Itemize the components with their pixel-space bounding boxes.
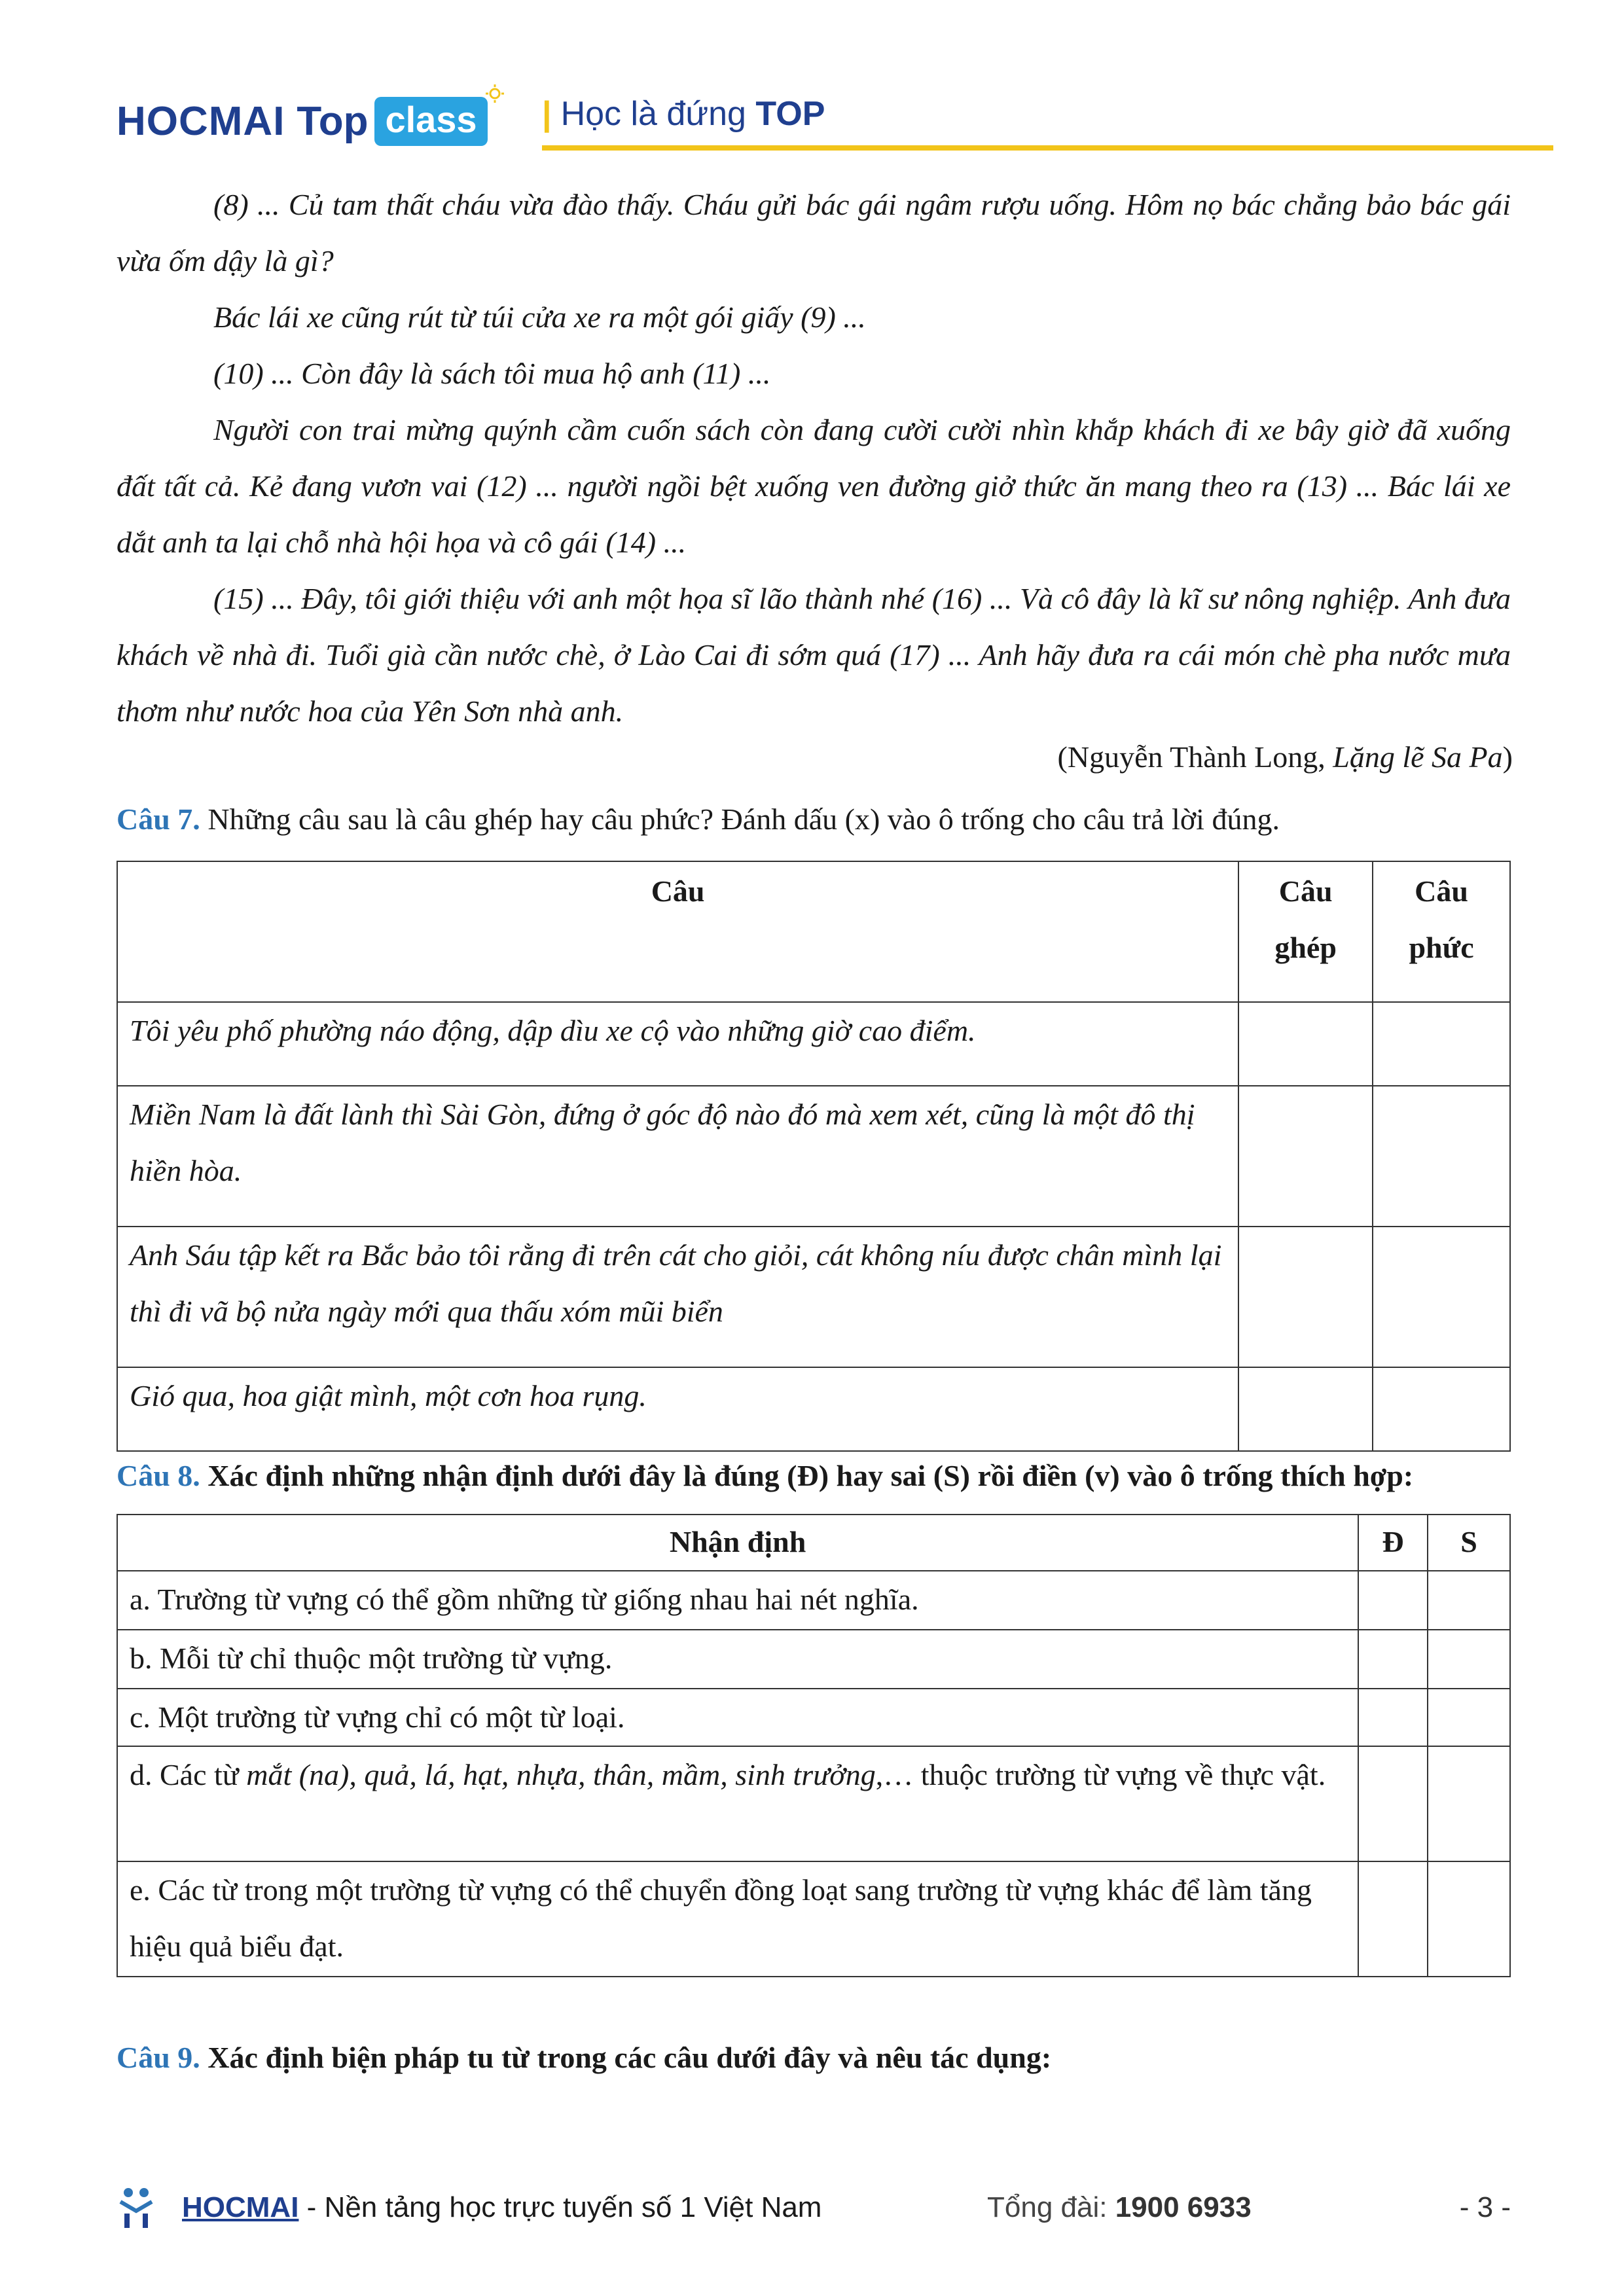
hotline-label: Tổng đài: xyxy=(987,2191,1115,2223)
header-complex xyxy=(1373,861,1510,1002)
header-underline xyxy=(542,145,1553,151)
header-statement: Nhận định xyxy=(117,1515,1358,1571)
compound-answer-cell[interactable] xyxy=(1238,1086,1373,1227)
header-compound-line1: Câu xyxy=(1278,874,1333,908)
question-8 xyxy=(117,1458,1413,1493)
footer-hotline xyxy=(987,2191,1252,2224)
page-header xyxy=(117,65,1557,157)
credit-close: ) xyxy=(1502,740,1513,774)
complex-answer-cell[interactable] xyxy=(1373,1227,1510,1367)
tagline-divider: | xyxy=(542,95,552,133)
true-answer-cell[interactable] xyxy=(1358,1746,1428,1861)
header-false: S xyxy=(1428,1515,1510,1571)
false-answer-cell[interactable] xyxy=(1428,1746,1510,1861)
statement-cell: b. Mỗi từ chỉ thuộc một trường từ vựng. xyxy=(117,1630,1358,1689)
passage-credit xyxy=(1058,740,1513,774)
hocmai-mark-icon xyxy=(117,2186,156,2232)
table-row xyxy=(117,1571,1510,1630)
hotline-number: 1900 6933 xyxy=(1115,2191,1252,2223)
page-number: - 3 - xyxy=(1459,2191,1511,2223)
table-row xyxy=(117,1746,1510,1861)
reading-passage xyxy=(117,177,1511,740)
compound-answer-cell[interactable] xyxy=(1238,1227,1373,1367)
credit-author: (Nguyễn Thành Long, xyxy=(1057,740,1333,774)
question-9 xyxy=(117,2040,1051,2075)
question-number: Câu 8. xyxy=(117,1459,200,1492)
header-true: Đ xyxy=(1358,1515,1428,1571)
sentence-cell: Tôi yêu phố phường náo động, dập dìu xe cộ vào những giờ cao điểm. xyxy=(117,1002,1238,1086)
false-answer-cell[interactable] xyxy=(1428,1689,1510,1746)
false-answer-cell[interactable] xyxy=(1428,1630,1510,1689)
footer-brand xyxy=(182,2191,821,2224)
table-row xyxy=(117,1086,1510,1227)
complex-answer-cell[interactable] xyxy=(1373,1002,1510,1086)
passage-paragraph: (15) ... Đây, tôi giới thiệu với anh một họa sĩ lão thành nhé (16) ... Và cô đây là kĩ sư nông nghiệp. Anh đưa khách về nhà đi. Tuổi già cần nước chè, ở Lào Cai đi sớm quá (17) ... Anh hãy đưa ra cái món chè pha nước mưa thơm như nước hoa của Yên Sơn nhà anh. xyxy=(117,582,1511,728)
statement-cell xyxy=(117,1746,1358,1861)
complex-answer-cell[interactable] xyxy=(1373,1086,1510,1227)
true-answer-cell[interactable] xyxy=(1358,1689,1428,1746)
table-row xyxy=(117,1227,1510,1367)
statement-cell: a. Trường từ vựng có thể gồm những từ giống nhau hai nét nghĩa. xyxy=(117,1571,1358,1630)
compound-answer-cell[interactable] xyxy=(1238,1002,1373,1086)
question-text: Xác định những nhận định dưới đây là đúng (Đ) hay sai (S) rồi điền (v) vào ô trống thích hợp: xyxy=(200,1459,1414,1492)
q7-table xyxy=(117,861,1511,1452)
statement-cell: e. Các từ trong một trường từ vựng có thể chuyển đồng loạt sang trường từ vựng khác để làm tăng hiệu quả biểu đạt. xyxy=(117,1861,1358,1977)
sun-icon xyxy=(485,84,505,103)
sentence-cell: Anh Sáu tập kết ra Bắc bảo tôi rằng đi trên cát cho giỏi, cát không níu được chân mình lại thì đi vã bộ nửa ngày mới qua thấu xóm mũi biển xyxy=(117,1227,1238,1367)
compound-answer-cell[interactable] xyxy=(1238,1367,1373,1451)
tagline-prefix: Học là đứng xyxy=(560,95,756,133)
logo-top-text: Top xyxy=(297,98,369,144)
statement-d-prefix: d. Các từ xyxy=(130,1758,247,1791)
true-answer-cell[interactable] xyxy=(1358,1571,1428,1630)
passage-paragraph: Người con trai mừng quýnh cầm cuốn sách còn đang cười cười nhìn khắp khách đi xe bây giờ đã xuống đất tất cả. Kẻ đang vươn vai (12) ... người ngồi bệt xuống ven đường giở thức ăn mang theo ra (13) ... Bác lái xe dắt anh ta lại chỗ nhà hội họa và cô gái (14) ... xyxy=(117,413,1511,559)
table-header-row xyxy=(117,1515,1510,1571)
table-row xyxy=(117,1367,1510,1451)
question-number: Câu 7. xyxy=(117,802,200,836)
question-text: Xác định biện pháp tu từ trong các câu dưới đây và nêu tác dụng: xyxy=(200,2041,1052,2074)
header-complex-line1: Câu xyxy=(1415,874,1468,908)
table-row xyxy=(117,1630,1510,1689)
table-row xyxy=(117,1689,1510,1746)
footer-brand-link[interactable]: HOCMAI xyxy=(182,2191,299,2223)
complex-answer-cell[interactable] xyxy=(1373,1367,1510,1451)
passage-paragraph: (8) ... Củ tam thất cháu vừa đào thấy. Cháu gửi bác gái ngâm rượu uống. Hôm nọ bác chẳng bảo bác gái vừa ốm dậy là gì? xyxy=(117,188,1511,278)
header-compound xyxy=(1238,861,1373,1002)
true-answer-cell[interactable] xyxy=(1358,1861,1428,1977)
statement-d-suffix: ,… thuộc trường từ vựng về thực vật. xyxy=(875,1758,1326,1791)
logo-class-badge xyxy=(374,97,487,146)
sentence-cell: Miền Nam là đất lành thì Sài Gòn, đứng ở góc độ nào đó mà xem xét, cũng là một đô thị hiền hòa. xyxy=(117,1086,1238,1227)
question-7 xyxy=(117,802,1280,836)
false-answer-cell[interactable] xyxy=(1428,1861,1510,1977)
table-header-row xyxy=(117,861,1510,1002)
table-row xyxy=(117,1861,1510,1977)
true-answer-cell[interactable] xyxy=(1358,1630,1428,1689)
header-tagline xyxy=(542,94,825,134)
table-row xyxy=(117,1002,1510,1086)
q8-table xyxy=(117,1514,1511,1977)
tagline-bold: TOP xyxy=(755,95,825,133)
header-complex-line2: phức xyxy=(1409,931,1474,964)
footer-slogan: - Nền tảng học trực tuyến số 1 Việt Nam xyxy=(298,2191,822,2223)
hocmai-topclass-logo xyxy=(117,92,488,151)
header-compound-line2: ghép xyxy=(1274,931,1337,964)
page-footer xyxy=(117,2186,1511,2238)
passage-paragraph: Bác lái xe cũng rút từ túi cửa xe ra một gói giấy (9) ... xyxy=(213,300,866,334)
passage-paragraph: (10) ... Còn đây là sách tôi mua hộ anh (11) ... xyxy=(213,357,771,390)
question-text: Những câu sau là câu ghép hay câu phức? Đánh dấu (x) vào ô trống cho câu trả lời đúng. xyxy=(200,802,1280,836)
sentence-cell: Gió qua, hoa giật mình, một cơn hoa rụng. xyxy=(117,1367,1238,1451)
false-answer-cell[interactable] xyxy=(1428,1571,1510,1630)
statement-d-words: mắt (na), quả, lá, hạt, nhựa, thân, mầm, sinh trưởng xyxy=(246,1758,876,1791)
credit-title: Lặng lẽ Sa Pa xyxy=(1333,740,1503,774)
question-number: Câu 9. xyxy=(117,2041,200,2074)
logo-hocmai-text: HOCMAI xyxy=(117,98,285,144)
statement-cell: c. Một trường từ vựng chỉ có một từ loại. xyxy=(117,1689,1358,1746)
logo-class-text: class xyxy=(385,98,477,140)
header-sentence: Câu xyxy=(117,861,1238,1002)
